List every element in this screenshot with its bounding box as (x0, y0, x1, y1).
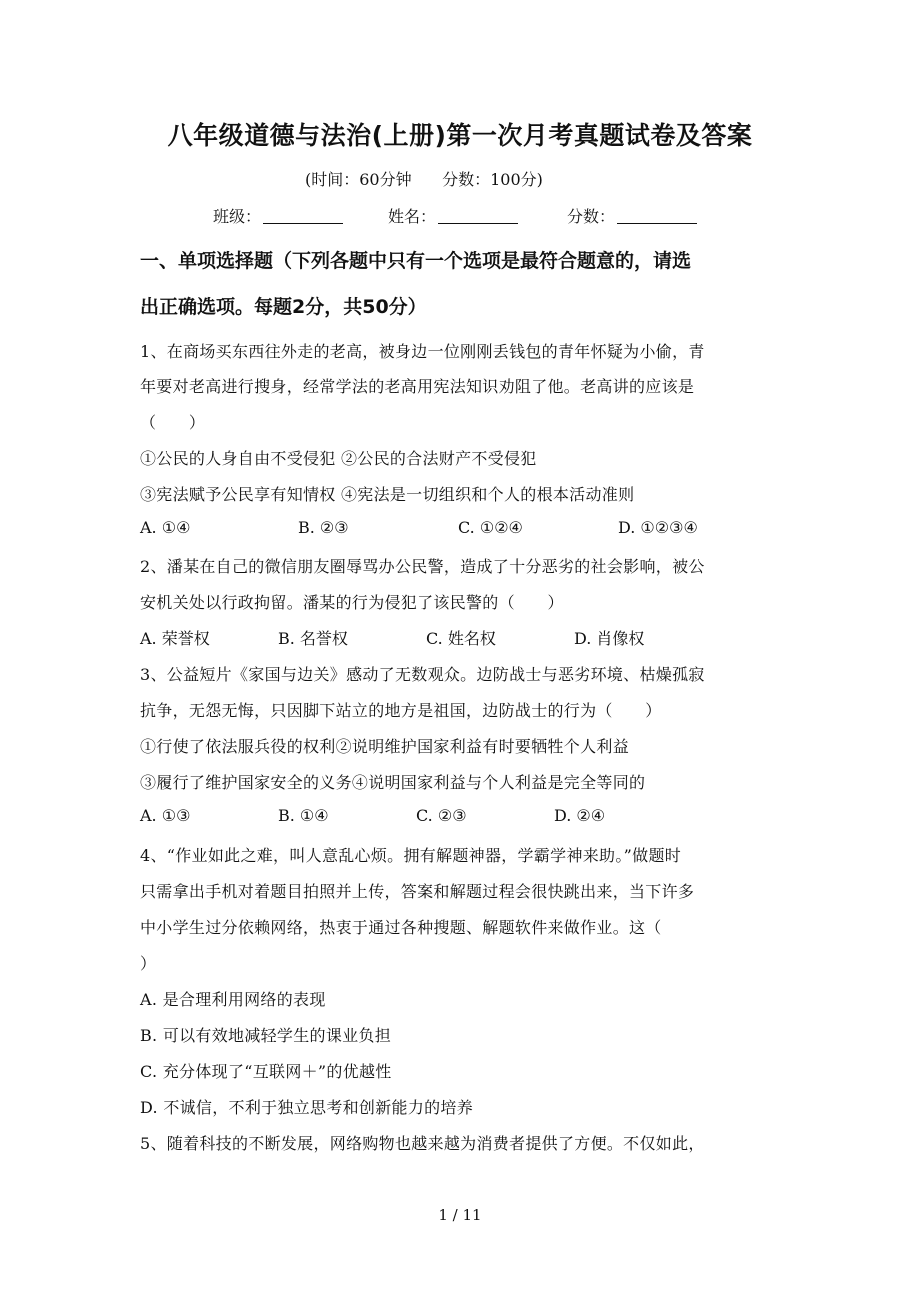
q1-option-b: B. ②③ (298, 518, 349, 537)
name-blank (438, 207, 518, 224)
q2-option-a: A. 荣誉权 (140, 629, 210, 648)
q4-option-b: B. 可以有效地减轻学生的课业负担 (140, 1026, 392, 1045)
q1-line4: ①公民的人身自由不受侵犯 ②公民的合法财产不受侵犯 (140, 449, 537, 468)
q5-line1: 5、随着科技的不断发展，网络购物也越来越为消费者提供了方便。不仅如此， (140, 1134, 705, 1153)
page-number: 1 / 11 (438, 1206, 482, 1224)
q1-line1: 1、在商场买东西往外走的老高，被身边一位刚刚丢钱包的青年怀疑为小偷，青 (140, 342, 705, 361)
class-label: 班级： (213, 207, 262, 226)
q2-option-b: B. 名誉权 (278, 629, 348, 648)
q3-option-d: D. ②④ (554, 806, 606, 825)
q2-option-d: D. 肖像权 (574, 629, 645, 648)
q4-option-c: C. 充分体现了“互联网＋”的优越性 (140, 1062, 392, 1081)
q3-option-c: C. ②③ (416, 806, 467, 825)
page-title: 八年级道德与法治(上册)第一次月考真题试卷及答案 (167, 121, 753, 150)
q4-line3: 中小学生过分依赖网络，热衷于通过各种搜题、解题软件来做作业。这（ (140, 918, 662, 937)
q2-option-c: C. 姓名权 (426, 629, 496, 648)
section-heading-line2: 出正确选项。每题2分，共50分） (140, 296, 427, 318)
q4-line2: 只需拿出手机对着题目拍照并上传，答案和解题过程会很快跳出来，当下许多 (140, 882, 695, 901)
class-blank (263, 207, 343, 224)
q1-line2: 年要对老高进行搜身，经常学法的老高用宪法知识劝阻了他。老高讲的应该是 (140, 377, 695, 396)
score-field (567, 204, 697, 227)
q4-line1: 4、“作业如此之难，叫人意乱心烦。拥有解题神器，学霸学神来助。”做题时 (140, 846, 682, 865)
q3-line4: ③履行了维护国家安全的义务④说明国家利益与个人利益是完全等同的 (140, 773, 646, 792)
q3-option-b: B. ①④ (278, 806, 329, 825)
q3-line2: 抗争，无怨无悔，只因脚下站立的地方是祖国，边防战士的行为（ ） (140, 701, 662, 720)
q3-line1: 3、公益短片《家国与边关》感动了无数观众。边防战士与恶劣环境、枯燥孤寂 (140, 665, 705, 684)
q3-line3: ①行使了依法服兵役的权利②说明维护国家利益有时要牺牲个人利益 (140, 737, 630, 756)
q4-option-d: D. 不诚信，不利于独立思考和创新能力的培养 (140, 1098, 474, 1117)
q1-option-c: C. ①②④ (458, 518, 523, 537)
q2-line1: 2、潘某在自己的微信朋友圈辱骂办公民警，造成了十分恶劣的社会影响，被公 (140, 557, 705, 576)
score-blank (617, 207, 697, 224)
q1-line5: ③宪法赋予公民享有知情权 ④宪法是一切组织和个人的根本活动准则 (140, 485, 635, 504)
section-heading-line1: 一、单项选择题（下列各题中只有一个选项是最符合题意的，请选 (140, 250, 692, 272)
q1-line3: （ ） (140, 413, 206, 432)
class-field (213, 204, 343, 227)
name-label: 姓名： (388, 207, 437, 226)
q1-option-a: A. ①④ (140, 518, 191, 537)
q4-line4: ） (140, 954, 157, 973)
name-field (388, 204, 518, 227)
q2-line2: 安机关处以行政拘留。潘某的行为侵犯了该民警的（ ） (140, 593, 564, 612)
exam-time-score: (时间：60分钟 分数：100分) (305, 170, 543, 189)
score-label: 分数： (567, 207, 616, 226)
q1-option-d: D. ①②③④ (618, 518, 698, 537)
q4-option-a: A. 是合理利用网络的表现 (140, 990, 326, 1009)
q3-option-a: A. ①③ (140, 806, 191, 825)
